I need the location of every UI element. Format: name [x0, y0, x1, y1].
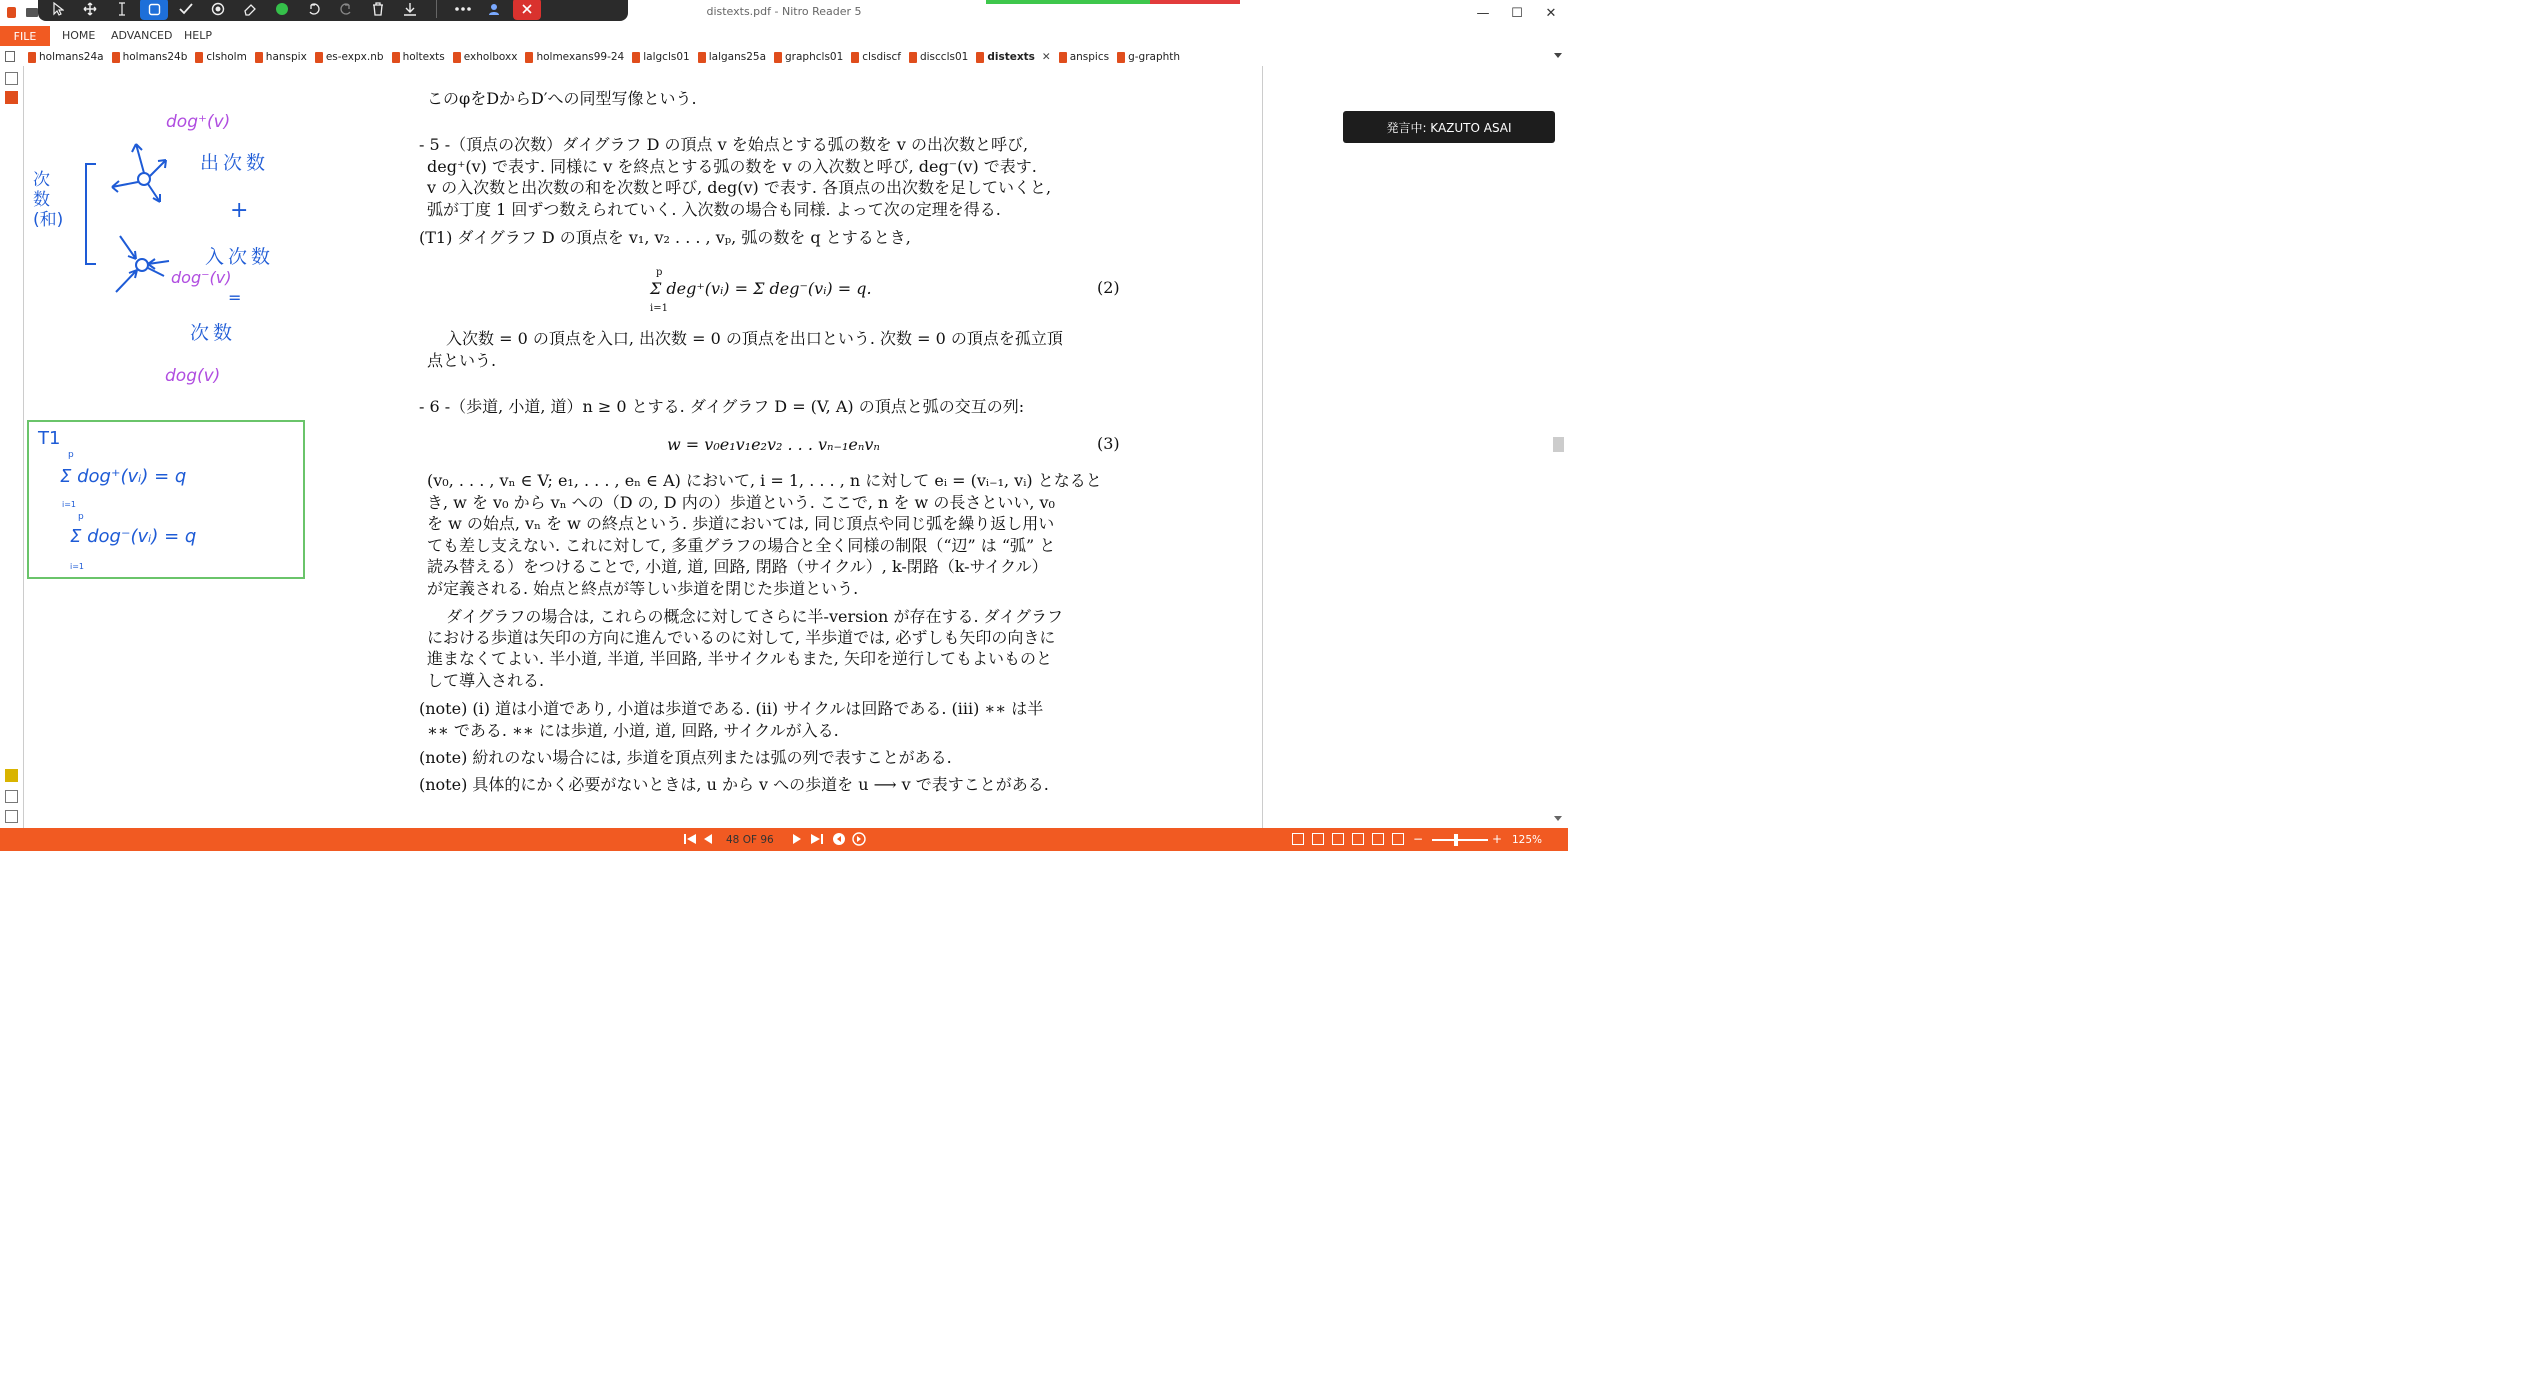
doc-line: - 6 -（歩道, 小道, 道）n ≥ 0 とする. ダイグラフ D = (V, A) の頂点と弧の交互の列: — [419, 397, 1025, 416]
pdf-icon — [976, 52, 984, 63]
pdf-icon — [774, 52, 782, 63]
doc-tab-label: graphcls01 — [785, 51, 844, 63]
pdf-icon — [851, 52, 859, 63]
bookmarks-icon[interactable] — [5, 91, 18, 104]
pdf-icon — [1117, 52, 1125, 63]
doc-line: (v₀, . . . , vₙ ∈ V; e₁, . . . , eₙ ∈ A) において, i = 1, . . . , n に対して eᵢ = (vᵢ₋₁, vᵢ) となると — [427, 471, 1102, 490]
pdf-icon — [315, 52, 323, 63]
doc-tab[interactable] — [390, 48, 451, 66]
doc-tab[interactable] — [110, 48, 194, 66]
previous-page-icon[interactable] — [703, 831, 713, 847]
note-indeg: dog⁻(v) — [171, 268, 232, 287]
note-equals: = — [228, 288, 242, 307]
doc-line: 進まなくてよい. 半小道, 半道, 半回路, 半サイクルもまた, 矢印を逆行してもよいものと — [427, 649, 1052, 668]
bracket-sketch — [86, 164, 96, 264]
doc-line: このφをDからD′への同型写像という. — [427, 89, 697, 108]
file-tab[interactable]: FILE — [0, 26, 50, 46]
continuous-view-icon[interactable] — [1312, 833, 1324, 845]
box-sup-2: p — [78, 512, 84, 522]
next-page-icon[interactable] — [792, 831, 802, 847]
window-title: distexts.pdf - Nitro Reader 5 — [706, 5, 862, 18]
equation-3: w = v₀e₁v₁e₂v₂ . . . vₙ₋₁eₙvₙ — [667, 435, 880, 454]
note-side-kanji: 次数(和) — [33, 170, 64, 230]
doc-tab[interactable] — [451, 48, 524, 66]
more-icon[interactable] — [449, 0, 477, 20]
doc-tab-label: holtexts — [402, 51, 445, 63]
doc-tab-active[interactable] — [974, 48, 1056, 68]
equation-number-2: (2) — [1097, 278, 1120, 297]
tab-list-icon[interactable] — [5, 51, 15, 62]
page-edge — [1262, 66, 1263, 828]
doc-tab-label: hanspix — [265, 51, 307, 63]
close-tab-icon[interactable]: ✕ — [1041, 51, 1051, 63]
back-view-icon[interactable] — [832, 831, 846, 847]
vertex-in-sketch — [116, 236, 169, 292]
eq2-sub: i=1 — [650, 303, 668, 314]
note-kanji-deg: 次数 — [190, 322, 237, 344]
doc-tab[interactable] — [26, 48, 110, 66]
doc-line: 弧が丁度 1 回ずつ数えられていく. 入次数の場合も同様. よって次の定理を得る. — [427, 200, 1001, 219]
eraser-icon[interactable] — [236, 0, 264, 20]
box-eq2: Σ dog⁻(vᵢ) = q — [70, 526, 197, 547]
doc-tab-label: holmans24a — [39, 51, 104, 63]
tab-home[interactable]: HOME — [62, 29, 96, 42]
doc-line: 入次数 = 0 の頂点を入口, 出次数 = 0 の頂点を出口という. 次数 = 0 の頂点を孤立頂 — [446, 329, 1063, 348]
window-controls — [1466, 0, 1568, 26]
pdf-icon — [909, 52, 917, 63]
doc-tab[interactable] — [696, 48, 772, 66]
download-icon[interactable] — [396, 0, 424, 20]
doc-line: 点という. — [427, 351, 497, 370]
equation-2: Σ deg⁺(vᵢ) = Σ deg⁻(vᵢ) = q. — [650, 279, 872, 298]
zoom-slider-thumb[interactable] — [1454, 834, 1458, 846]
trash-icon[interactable] — [364, 0, 392, 20]
undo-icon[interactable] — [300, 0, 328, 20]
doc-line: (T1) ダイグラフ D の頂点を v₁, v₂ . . . , vₚ, 弧の数を q とするとき, — [419, 228, 911, 247]
maximize-button[interactable]: ☐ — [1511, 5, 1523, 21]
doc-tab[interactable] — [907, 48, 974, 66]
note-plus: + — [230, 198, 249, 223]
comments-icon[interactable] — [5, 769, 18, 782]
pdf-icon — [195, 52, 203, 63]
doc-tab-label: anspics — [1069, 51, 1110, 63]
doc-tab[interactable] — [253, 48, 313, 66]
pdf-icon — [525, 52, 533, 63]
box-sup-1: p — [68, 450, 74, 460]
facing-view-icon[interactable] — [1332, 833, 1344, 845]
minimize-button[interactable]: — — [1476, 5, 1490, 21]
share-status-red — [1150, 0, 1240, 4]
speaking-indicator: 発言中: KAZUTO ASAI — [1343, 111, 1555, 143]
fit-width-icon[interactable] — [1392, 833, 1404, 845]
doc-tab[interactable] — [772, 48, 849, 66]
pdf-icon — [28, 52, 36, 63]
doc-tab[interactable] — [1115, 48, 1186, 66]
doc-line: を w の始点, vₙ を w の終点という. 歩道においては, 同じ頂点や同じ弧を繰り返し用い — [427, 514, 1055, 533]
doc-tab[interactable] — [849, 48, 907, 66]
doc-tab-label: clsdiscf — [862, 51, 901, 63]
pages-icon[interactable] — [5, 72, 18, 85]
doc-line: き, w を v₀ から vₙ への（D の, D 内の）歩道という. ここで, n を w の長さといい, v₀ — [427, 493, 1055, 512]
doc-tab[interactable] — [523, 48, 630, 66]
doc-tab-label: distexts — [987, 51, 1035, 63]
tab-overflow-icon[interactable] — [1554, 53, 1562, 58]
doc-line: して導入される. — [427, 671, 545, 690]
equation-number-3: (3) — [1097, 434, 1120, 453]
pdf-icon — [112, 52, 120, 63]
tab-help[interactable]: HELP — [184, 29, 212, 42]
doc-tab-label: es-expx.nb — [325, 51, 384, 63]
pdf-icon — [632, 52, 640, 63]
note-kanji-indeg: 入次数 — [205, 246, 275, 268]
layers-icon[interactable] — [5, 810, 18, 823]
move-tool-icon[interactable] — [76, 0, 104, 20]
attachments-icon[interactable] — [5, 790, 18, 803]
pdf-icon — [392, 52, 400, 63]
doc-tab-label: holmans24b — [122, 51, 188, 63]
doc-tab[interactable] — [313, 48, 390, 66]
doc-line: ∗∗ である. ∗∗ には歩道, 小道, 道, 回路, サイクルが入る. — [427, 721, 839, 740]
doc-line: (note) 紛れのない場合には, 歩道を頂点列または弧の列で表すことがある. — [419, 748, 952, 767]
facing-continuous-view-icon[interactable] — [1352, 833, 1364, 845]
doc-tab[interactable] — [630, 48, 695, 66]
doc-line: ダイグラフの場合は, これらの概念に対してさらに半-version が存在する. ダイグラフ — [446, 607, 1063, 626]
doc-tab-label: disccls01 — [919, 51, 969, 63]
participant-icon[interactable] — [481, 0, 509, 20]
pen-circle-icon[interactable] — [204, 0, 232, 20]
check-icon[interactable] — [172, 0, 200, 20]
fit-page-icon[interactable] — [1372, 833, 1384, 845]
vertical-scrollbar-thumb[interactable] — [1553, 437, 1564, 452]
doc-tab-label: g-graphth — [1128, 51, 1181, 63]
doc-line: (note) 具体的にかく必要がないときは, u から v への歩道を u ⟶ v で表すことがある. — [419, 775, 1049, 794]
eq2-sup: p — [656, 267, 663, 278]
pdf-icon — [698, 52, 706, 63]
close-window-button[interactable]: ✕ — [1545, 5, 1557, 21]
close-toolbar-icon[interactable] — [513, 0, 541, 20]
toolbar-separator — [436, 0, 437, 18]
page-indicator[interactable]: 48 OF 96 — [726, 834, 774, 846]
pointer-tool-icon[interactable] — [44, 0, 72, 20]
doc-line: が定義される. 始点と終点が等しい歩道を閉じた歩道という. — [427, 579, 859, 598]
zoom-out-icon[interactable]: − — [1413, 832, 1424, 846]
pdf-icon — [1059, 52, 1067, 63]
scroll-down-icon[interactable] — [1554, 816, 1562, 821]
doc-line: における歩道は矢印の方向に進んでいるのに対して, 半歩道では, 必ずしも矢印の向きに — [427, 628, 1056, 647]
doc-tab-label: holmexans99-24 — [536, 51, 625, 63]
document-tabs — [26, 48, 1186, 66]
select-rect-tool-icon[interactable] — [140, 0, 168, 20]
doc-tab[interactable] — [193, 48, 252, 66]
box-title: T1 — [38, 428, 61, 449]
box-sub-2: i=1 — [70, 562, 85, 571]
tab-advanced[interactable]: ADVANCED — [111, 29, 173, 42]
first-page-icon[interactable] — [683, 831, 697, 847]
ribbon — [0, 26, 1568, 46]
zoom-level[interactable]: 125% — [1512, 834, 1543, 846]
ink-drawing — [24, 66, 315, 828]
share-status-green — [986, 0, 1150, 4]
doc-tab-label: lalgcls01 — [643, 51, 690, 63]
left-icon-rail — [0, 66, 24, 828]
redo-icon[interactable] — [332, 0, 360, 20]
green-color-icon[interactable] — [268, 0, 296, 20]
zoom-slider-track[interactable] — [1432, 839, 1488, 841]
pdf-icon — [453, 52, 461, 63]
zoom-in-icon[interactable]: + — [1492, 832, 1503, 846]
note-deg: dog(v) — [165, 366, 221, 386]
note-kanji-outdeg: 出次数 — [200, 152, 270, 174]
doc-line: 読み替える）をつけることで, 小道, 道, 回路, 閉路（サイクル）, k-閉路（k-サイクル） — [427, 557, 1048, 576]
doc-line: deg⁺(v) で表す. 同様に v を終点とする弧の数を v の入次数と呼び, deg⁻(v) で表す. — [427, 157, 1037, 176]
box-eq1: Σ dog⁺(vᵢ) = q — [60, 466, 187, 487]
doc-tab-label: clsholm — [206, 51, 247, 63]
pdf-icon — [255, 52, 263, 63]
last-page-icon[interactable] — [810, 831, 824, 847]
single-page-view-icon[interactable] — [1292, 833, 1304, 845]
doc-tab[interactable] — [1057, 48, 1115, 66]
box-sub-1: i=1 — [62, 500, 77, 509]
doc-line: v の入次数と出次数の和を次数と呼び, deg(v) で表す. 各頂点の出次数を足していくと, — [427, 178, 1052, 197]
ink-toolbar — [38, 0, 628, 21]
doc-tab-label: lalgans25a — [708, 51, 767, 63]
note-outdeg: dog⁺(v) — [166, 112, 231, 132]
doc-line: ても差し支えない. これに対して, 多重グラフの場合と全く同様の制限（“辺” は “弧” と — [427, 536, 1056, 555]
forward-view-icon[interactable] — [852, 831, 866, 847]
doc-line: (note) (i) 道は小道であり, 小道は歩道である. (ii) サイクルは回路である. (iii) ∗∗ は半 — [419, 699, 1044, 718]
vertex-out-sketch — [112, 144, 166, 202]
doc-line: - 5 -（頂点の次数）ダイグラフ D の頂点 v を始点とする弧の数を v の出次数と呼び, — [419, 135, 1029, 154]
doc-tab-label: exholboxx — [463, 51, 518, 63]
text-cursor-icon[interactable] — [108, 0, 136, 20]
